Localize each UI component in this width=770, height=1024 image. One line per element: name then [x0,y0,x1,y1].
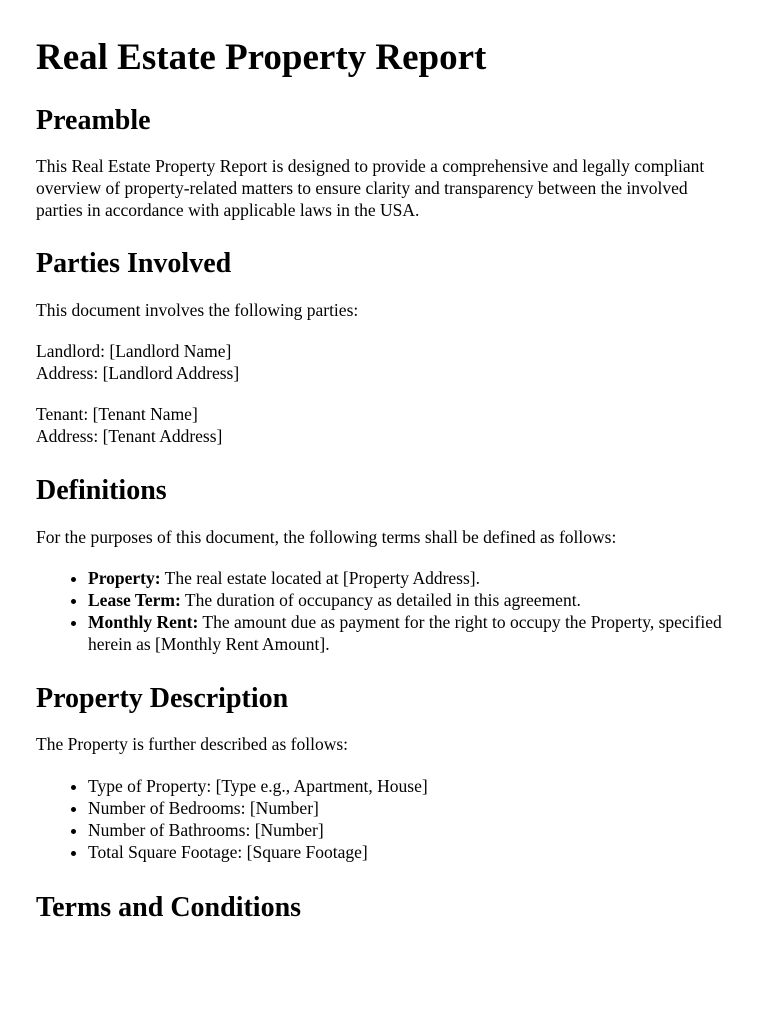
parties-intro: This document involves the following parties: [36,300,359,320]
document-title: Real Estate Property Report [36,37,487,78]
property-intro: The Property is further described as follows: [36,734,349,754]
list-item: • Type of Property: [Type e.g., Apartment, House] [88,775,734,797]
list-item [88,611,734,655]
landlord-block [36,340,734,384]
section-heading-preamble: Preamble [36,105,151,136]
definition-term: Property: [88,568,161,588]
tenant-address-line: Address: [Tenant Address] [36,426,223,446]
property-details-list [36,775,734,863]
list-item: • Total Square Footage: [Square Footage] [88,841,734,863]
landlord-name-line: Landlord: [Landlord Name] [36,341,232,361]
list-item: • Number of Bedrooms: [Number] [88,797,734,819]
section-heading-terms: Terms and Conditions [36,892,302,923]
list-item: • Number of Bathrooms: [Number] [88,819,734,841]
tenant-name-line: Tenant: [Tenant Name] [36,404,198,424]
tenant-block [36,403,734,447]
definition-text: The real estate located at [Property Address]. [160,568,480,588]
landlord-address-line: Address: [Landlord Address] [36,363,240,383]
section-heading-property-description: Property Description [36,683,289,714]
list-item [88,567,734,589]
definition-text: The duration of occupancy as detailed in this agreement. [180,590,581,610]
definitions-intro: For the purposes of this document, the following terms shall be defined as follows: [36,527,617,547]
list-item [88,589,734,611]
definition-term: Monthly Rent: [88,612,199,632]
preamble-text: This Real Estate Property Report is designed to provide a comprehensive and legally compliant overview of property-related matters to ensure clarity and transparency between the involved parties in accordance with applicable laws in the USA. [36,156,705,220]
definition-term: Lease Term: [88,590,181,610]
definitions-list [36,567,734,655]
section-heading-definitions: Definitions [36,475,167,506]
definition-text: The amount due as payment for the right to occupy the Property, specified herein as [Monthly Rent Amount]. [88,612,722,654]
section-heading-parties: Parties Involved [36,248,232,279]
